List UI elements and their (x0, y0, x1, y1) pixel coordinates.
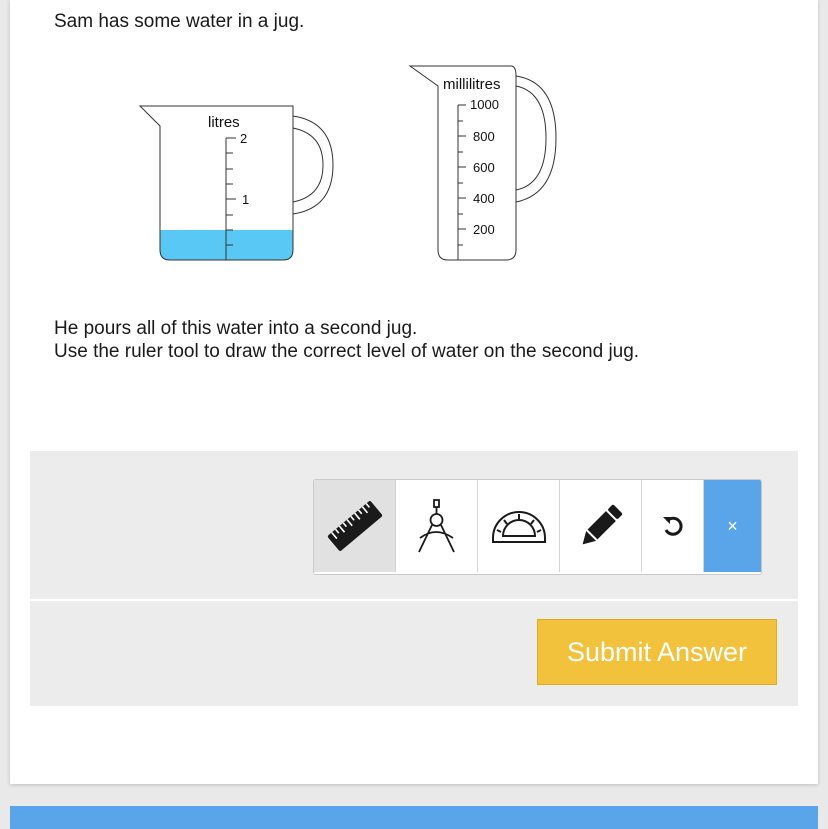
footer-bar (10, 806, 818, 829)
litres-jug (140, 106, 333, 260)
millilitres-jug-handle (516, 76, 556, 202)
compass-tool-button[interactable] (396, 480, 478, 572)
tick-label: 600 (473, 160, 495, 175)
compass-icon (412, 494, 462, 558)
protractor-icon (487, 494, 551, 558)
tools-panel (30, 451, 798, 599)
question-card (10, 0, 818, 784)
tick-label: 1 (242, 192, 250, 207)
scrollbar[interactable] (820, 0, 828, 600)
tick-label: 400 (473, 191, 495, 206)
submit-panel (30, 601, 798, 706)
tick-label: 200 (473, 222, 495, 237)
tick-label: 800 (473, 129, 495, 144)
protractor-tool-button[interactable] (478, 480, 560, 572)
pencil-icon (573, 498, 629, 554)
question-line-2: He pours all of this water into a second jug. (54, 318, 418, 339)
millilitres-unit-label: millilitres (443, 76, 501, 93)
pencil-tool-button[interactable] (560, 480, 642, 572)
undo-button[interactable] (642, 480, 704, 572)
millilitres-jug (410, 66, 556, 260)
tick-label: 1000 (470, 97, 499, 112)
question-intro: Sam has some water in a jug. (54, 11, 305, 32)
litres-jug-handle (293, 116, 333, 214)
submit-answer-button[interactable]: Submit Answer (537, 619, 777, 685)
undo-icon (660, 513, 686, 539)
jugs-diagram (10, 0, 818, 300)
ruler-tool-button[interactable] (314, 480, 396, 572)
tick-label: 2 (240, 131, 248, 146)
drawing-toolbar (313, 479, 762, 575)
litres-unit-label: litres (208, 114, 240, 131)
millilitres-jug-body (410, 66, 516, 260)
close-toolbar-button[interactable]: × (704, 480, 761, 572)
ruler-icon (323, 494, 387, 558)
question-instruction: Use the ruler tool to draw the correct level of water on the second jug. (54, 341, 640, 362)
